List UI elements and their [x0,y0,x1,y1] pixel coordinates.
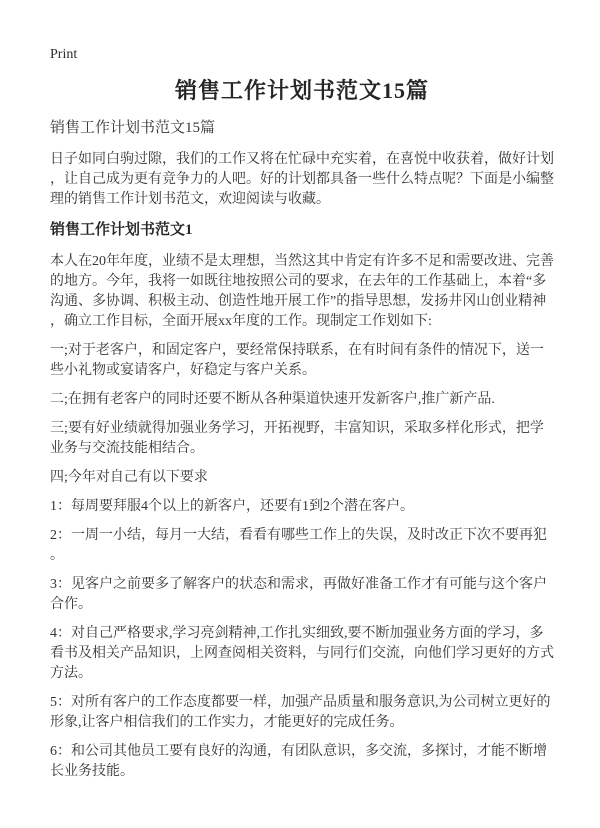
paragraph: 2：一周一小结，每月一大结，看看有哪些工作上的失误，及时改正下次不要再犯。 [50,528,547,563]
paragraph-list [50,252,554,782]
paragraph: 二;在拥有老客户的同时还要不断从各种渠道快速开发新客户,推广新产品. [50,392,495,407]
page-title: 销售工作计划书范文15篇 [174,78,429,103]
paragraph: 3：见客户之前要多了解客户的状态和需求，再做好准备工作才有可能与这个客户合作。 [50,577,547,612]
paragraph: 5：对所有客户的工作态度都要一样，加强产品质量和服务意识,为公司树立更好的形象,让客户相信我们的工作实力，才能更好的完成任务。 [50,695,551,730]
paragraph: 本人在20年年度，业绩不是太理想，当然这其中肯定有许多不足和需要改进、完善的地方。今年，我将一如既往地按照公司的要求，在去年的工作基础上，本着“多沟通、多协调、积极主动、创造性地开展工作”的指导思想，发扬井冈山创业精神，确立工作目标，全面开展xx年度的工作。现制定工作划如下: [50,254,554,329]
document-subtitle: 销售工作计划书范文15篇 [50,120,216,136]
print-button[interactable]: Print [50,47,78,62]
paragraph: 4：对自己严格要求,学习亮剑精神,工作扎实细致,要不断加强业务方面的学习，多看书及相关产品知识，上网查阅相关资料，与同行们交流，向他们学习更好的方式方法。 [50,626,554,681]
paragraph: 一;对于老客户，和固定客户，要经常保持联系，在有时间有条件的情况下，送一些小礼物或宴请客户，好稳定与客户关系。 [50,343,544,378]
paragraph: 6：和公司其他员工要有良好的沟通，有团队意识，多交流，多探讨，才能不断增长业务技能。 [50,744,547,779]
paragraph: 1：每周要拜服4个以上的新客户，还要有1到2个潜在客户。 [50,499,414,514]
intro-paragraph: 日子如同白驹过隙，我们的工作又将在忙碌中充实着，在喜悦中收获着，做好计划，让自己成为更有竞争力的人吧。好的计划都具备一些什么特点呢？下面是小编整理的销售工作计划书范文，欢迎阅读与收藏。 [50,152,554,207]
paragraph: 四;今年对自己有以下要求 [50,470,208,485]
section-heading: 销售工作计划书范文1 [50,222,193,238]
paragraph: 三;要有好业绩就得加强业务学习，开拓视野，丰富知识，采取多样化形式，把学业务与交流技能相结合。 [50,421,544,456]
